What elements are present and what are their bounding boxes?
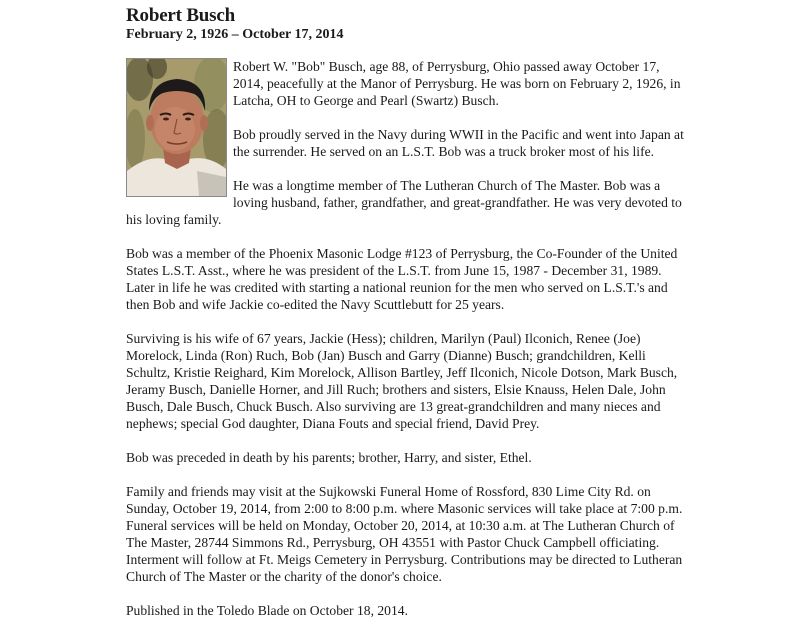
portrait-image: [127, 59, 226, 196]
paragraph-navy-service: Bob proudly served in the Navy during WWII in the Pacific and went into Japan at the surrender. He served on an L.S.T. Bob was a truck broker most of his life.: [233, 127, 684, 159]
obituary-document: [126, 6, 691, 636]
portrait-photo: [126, 58, 227, 197]
life-dates: February 2, 1926 – October 17, 2014: [126, 27, 344, 42]
paragraph-church: He was a longtime member of The Lutheran Church of The Master. Bob was a loving husband, father, grandfather, and great-grandfather. He was very devoted to his loving family.: [126, 178, 682, 227]
paragraph-survivors: Surviving is his wife of 67 years, Jackie (Hess); children, Marilyn (Paul) Ilconich, Renee (Joe) Morelock, Linda (Ron) Ruch, Bob (Jan) Busch and Garry (Dianne) Busch; grandchildren, Kelli Schultz, Kristie Reighard, Kim Morelock, Allison Bartley, Jeff Ilconich, Nicole Dotson, Mark Busch, Jeramy Busch, Danielle Horner, and Jill Ruch; brothers and sisters, Elsie Knauss, Helen Dale, John Busch, Dale Busch, Chuck Busch. Also surviving are 13 great-grandchildren and many nieces and nephews; special God daughter, Diana Fouts and special friend, David Prey.: [126, 331, 678, 431]
paragraph-masonic-lst: Bob was a member of the Phoenix Masonic Lodge #123 of Perrysburg, the Co-Founder of the United States L.S.T. Asst., where he was president of the L.S.T. from June 15, 1987 - December 31, 1989. Later in life he was credited with starting a national reunion for the men who served on L.S.T.'s and then Bob and wife Jackie co-edited the Navy Scuttlebutt for 25 years.: [126, 246, 678, 312]
paragraph-intro: Robert W. "Bob" Busch, age 88, of Perrysburg, Ohio passed away October 17, 2014, peacefully at the Manor of Perrysburg. He was born on February 2, 1926, in Latcha, OH to George and Pearl (Swartz) Busch.: [233, 59, 681, 108]
paragraph-published: Published in the Toledo Blade on October 18, 2014.: [126, 603, 408, 618]
paragraph-services: Family and friends may visit at the Sujkowski Funeral Home of Rossford, 830 Lime City Rd. on Sunday, October 19, 2014, from 2:00 to 8:00 p.m. where Masonic services will take place at 7:00 p.m. Funeral services will be held on Monday, October 20, 2014, at 10:30 a.m. at The Lutheran Church of The Master, 28744 Simmons Rd., Perrysburg, OH 43551 with Pastor Chuck Campbell officiating. Interment will follow at Ft. Meigs Cemetery in Perrysburg. Contributions may be directed to Lutheran Church of The Master or the charity of the donor's choice.: [126, 484, 683, 584]
paragraph-preceded: Bob was preceded in death by his parents; brother, Harry, and sister, Ethel.: [126, 450, 532, 465]
obituary-name: Robert Busch: [126, 5, 235, 26]
obituary-body: [126, 58, 691, 619]
